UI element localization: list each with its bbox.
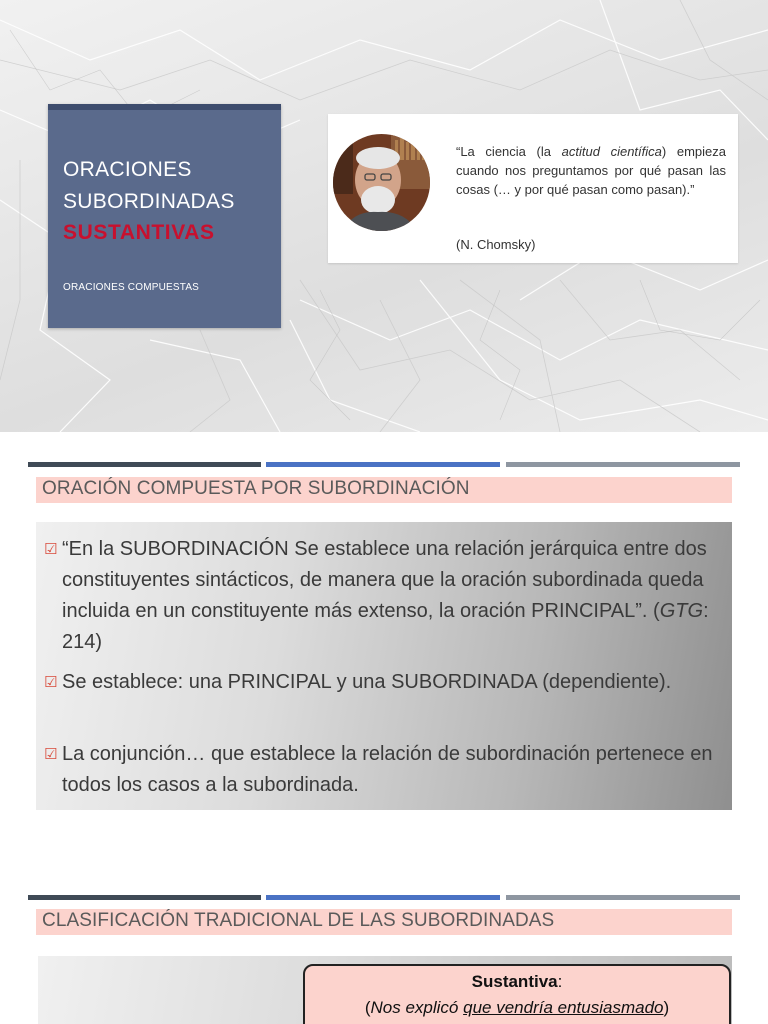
example-underlined: que vendría entusiasmado [463,998,664,1017]
quote-open: “La ciencia (la [456,144,562,159]
quote-author: (N. Chomsky) [456,237,536,252]
chomsky-quote [456,142,726,199]
sustantiva-title-colon: : [557,972,563,991]
bullet-definition [44,534,724,658]
divider-segment-blue [266,462,500,467]
title-box [48,104,281,328]
content-box-subordinacion [36,522,732,810]
divider-segment-dark [28,462,261,467]
checkbox-icon: ☑ [44,746,58,763]
example-open: ( [364,998,371,1017]
example-emphasis: Nos explicó [370,998,464,1017]
divider-segment-gray [506,895,740,900]
checkbox-icon: ☑ [44,541,58,558]
sustantiva-title [305,972,729,992]
divider-segment-gray [506,462,740,467]
divider-segment-dark [28,895,261,900]
bullet-conjuncion [44,739,724,801]
checkbox-icon: ☑ [44,674,58,691]
title-line-subordinadas: SUBORDINADAS [63,190,235,213]
bullet-principal-text: Se establece: una PRINCIPAL y una SUBORDINADA (dependiente). [62,671,672,693]
title-line-sustantivas: SUSTANTIVAS [63,221,215,244]
slide-heading-clasificacion: CLASIFICACIÓN TRADICIONAL DE LAS SUBORDINADAS [36,909,732,935]
sustantiva-title-text: Sustantiva [471,972,558,991]
title-line-oraciones: ORACIONES [63,158,192,181]
chomsky-portrait [333,134,430,231]
quote-card [328,114,738,263]
bullet-definition-cite: GTG [659,600,704,622]
quote-emphasis: actitud científica [561,144,662,159]
title-subtitle: ORACIONES COMPUESTAS [63,282,200,293]
bullet-principal-subordinada [44,667,724,698]
sustantiva-card [303,964,731,1024]
slide-heading-subordinacion: ORACIÓN COMPUESTA POR SUBORDINACIÓN [36,477,732,503]
quote-close: ) empieza cuando nos preguntamos por qué pasan las cosas (… y por qué pasan como pasan).” [456,144,726,197]
divider-segment-blue [266,895,500,900]
slide-title [0,0,768,432]
bullet-conjuncion-text: La conjunción… que establece la relación de subordinación pertenece en todos los casos a la subordinada. [62,743,713,796]
sustantiva-example [305,998,729,1018]
slide-divider-bar [28,895,740,900]
bullet-definition-end: : 214) [62,600,709,653]
bullet-definition-text: “En la SUBORDINACIÓN Se establece una relación jerárquica entre dos constituyentes sintácticos, de manera que la oración subordinada queda incluida en un constituyente más extenso, la oración PRINCIPAL”. ( [62,538,707,622]
example-close: ) [663,998,670,1017]
slide-divider-bar [28,462,740,467]
